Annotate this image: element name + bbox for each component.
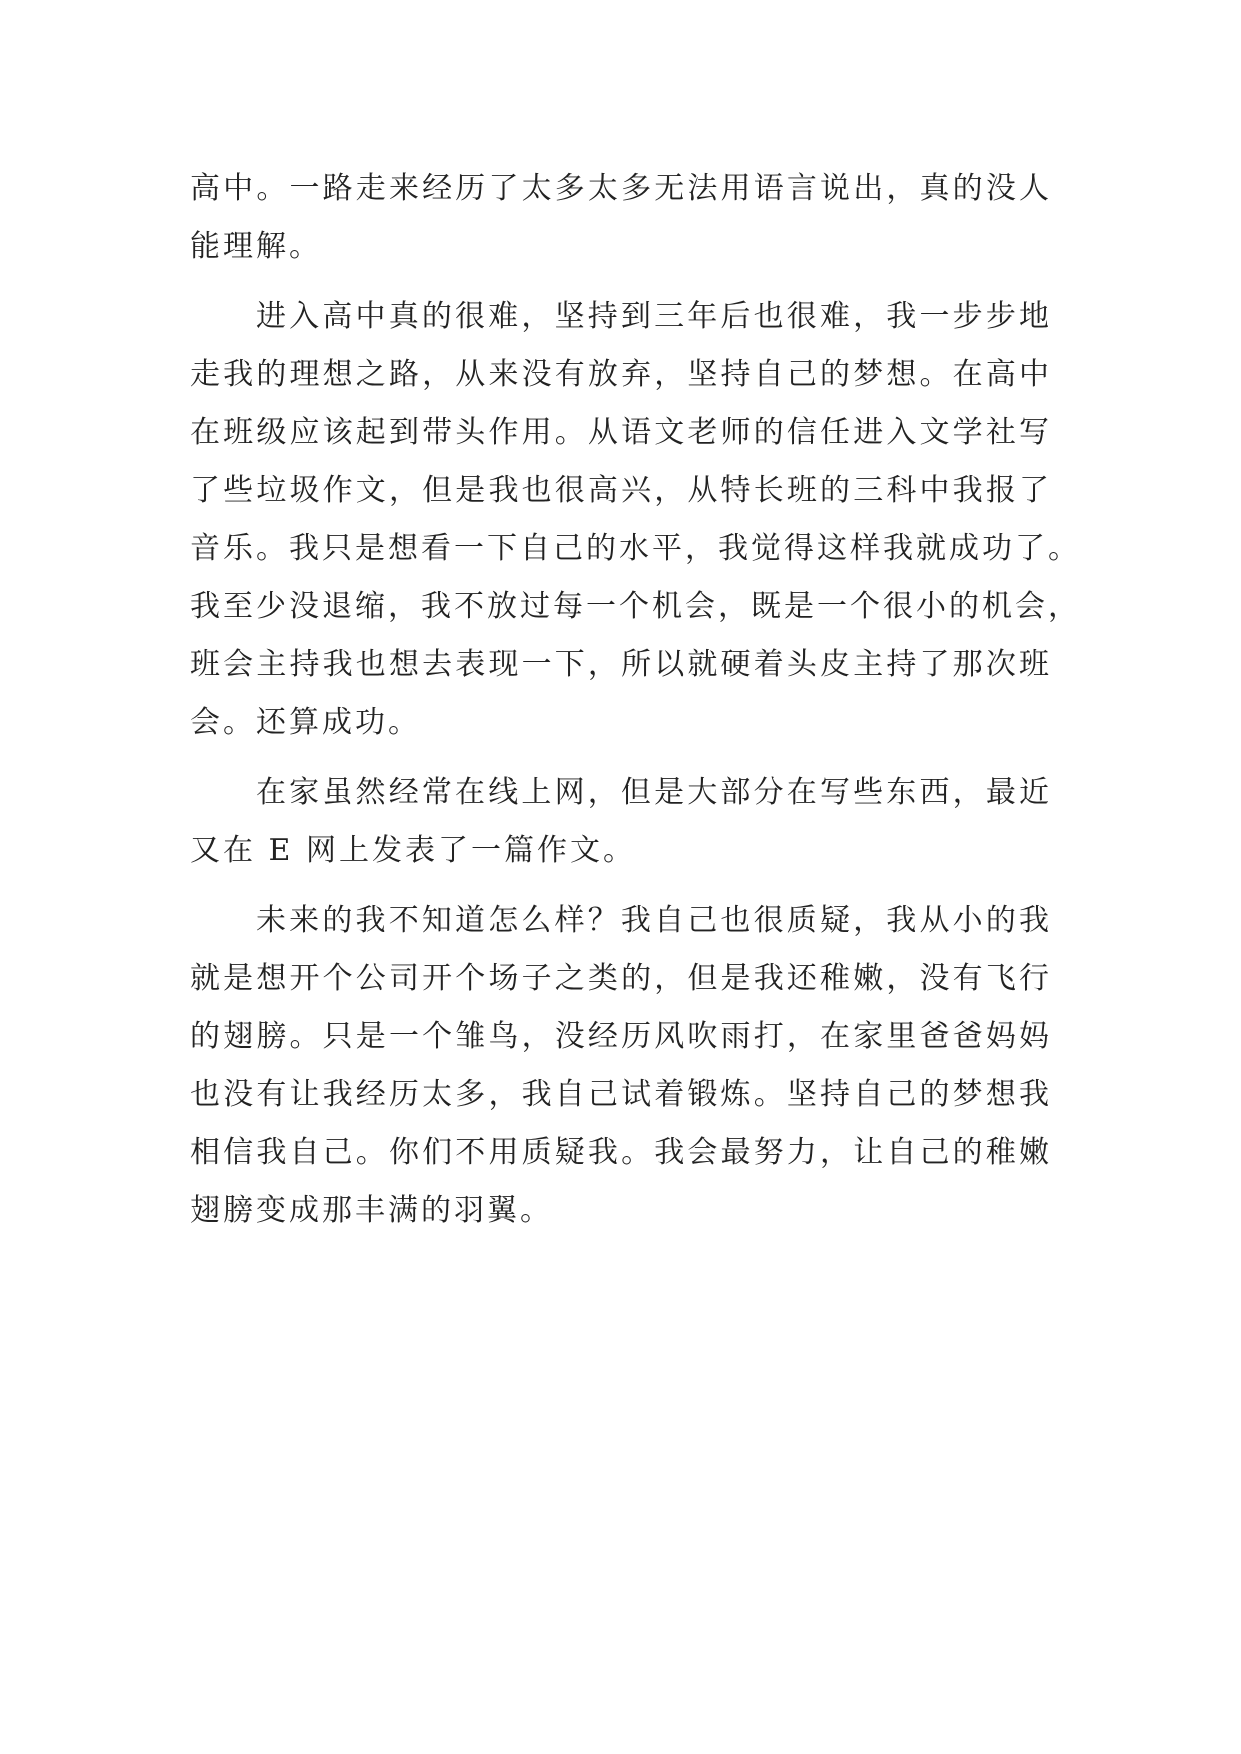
paragraph-line: 在家虽然经常在线上网，但是大部分在写些东西，最近 [256, 775, 1052, 810]
paragraph-line: 也没有让我经历太多，我自己试着锻炼。坚持自己的梦想我 [190, 1077, 1052, 1112]
paragraph-line: 在班级应该起到带头作用。从语文老师的信任进入文学社写 [190, 415, 1052, 450]
paragraph-line: 的翅膀。只是一个雏鸟，没经历风吹雨打，在家里爸爸妈妈 [190, 1019, 1052, 1054]
paragraph-line: 进入高中真的很难，坚持到三年后也很难，我一步步地 [256, 299, 1052, 334]
paragraph-line: 了些垃圾作文，但是我也很高兴，从特长班的三科中我报了 [190, 473, 1052, 508]
paragraph-line: 班会主持我也想去表现一下，所以就硬着头皮主持了那次班 [190, 647, 1052, 682]
paragraph-line: 会。还算成功。 [190, 705, 421, 740]
paragraph-line: 就是想开个公司开个场子之类的，但是我还稚嫩，没有飞行 [190, 961, 1052, 996]
paragraph-line: 能理解。 [190, 229, 322, 264]
paragraph-line: 我至少没退缩，我不放过每一个机会，既是一个很小的机会， [190, 589, 1081, 624]
paragraph-1 [190, 160, 1052, 276]
body-text [190, 160, 1081, 1240]
paragraph-line: 相信我自己。你们不用质疑我。我会最努力，让自己的稚嫩 [190, 1135, 1052, 1170]
paragraph-line: 走我的理想之路，从来没有放弃，坚持自己的梦想。在高中 [190, 357, 1052, 392]
paragraph-line: 又在 E 网上发表了一篇作文。 [190, 833, 636, 868]
paragraph-line: 音乐。我只是想看一下自己的水平，我觉得这样我就成功了。 [190, 531, 1081, 566]
paragraph-4 [190, 892, 1052, 1240]
paragraph-line: 未来的我不知道怎么样？我自己也很质疑，我从小的我 [256, 903, 1052, 938]
paragraph-3 [190, 764, 1052, 880]
paragraph-line: 高中。一路走来经历了太多太多无法用语言说出，真的没人 [190, 171, 1052, 206]
paragraph-line: 翅膀变成那丰满的羽翼。 [190, 1193, 553, 1228]
paragraph-2 [190, 288, 1081, 752]
